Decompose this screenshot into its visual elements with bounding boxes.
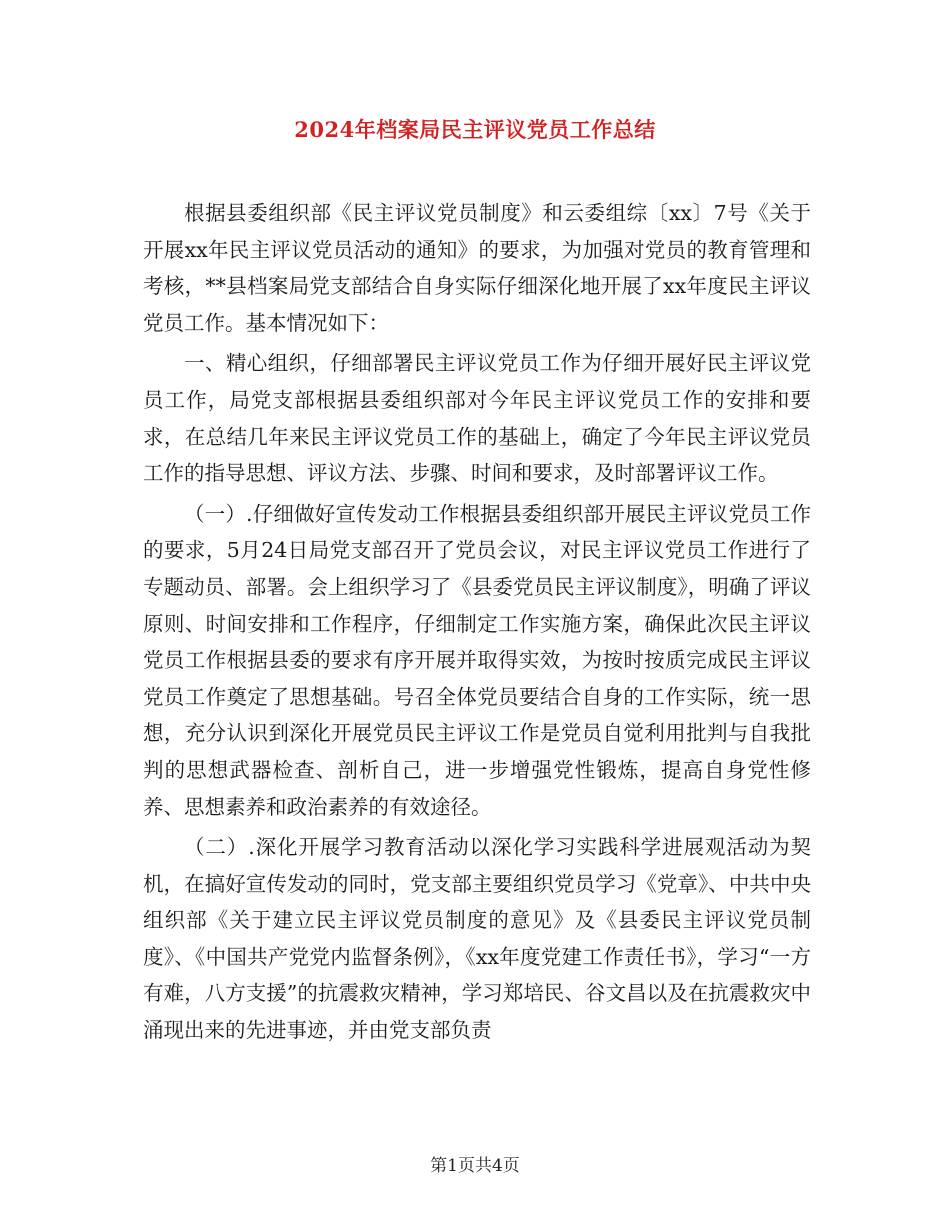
paragraph: （一）.仔细做好宣传发动工作根据县委组织部开展民主评议党员工作的要求，5月24日局党支部召开了党员会议，对民主评议党员工作进行了专题动员、部署。会上组织学习了《县委党员民主评议制度》，明确了评议原则、时间安排和工作程序，仔细制定工作实施方案，确保此次民主评议党员工作根据县委的要求有序开展并取得实效，为按时按质完成民主评议党员工作奠定了思想基础。号召全体党员要结合自身的工作实际，统一思想，充分认识到深化开展党员民主评议工作是党员自觉利用批判与自我批判的思想武器检查、剖析自己，进一步增强党性锻炼，提高自身党性修养、思想素养和政治素养的有效途径。 <box>143 501 811 819</box>
document-body <box>143 195 811 1049</box>
page-number-footer: 第1页共4页 <box>430 1156 520 1176</box>
paragraph: 一、精心组织，仔细部署民主评议党员工作为仔细开展好民主评议党员工作，局党支部根据县委组织部对今年民主评议党员工作的安排和要求，在总结几年来民主评议党员工作的基础上，确定了今年民主评议党员工作的指导思想、评议方法、步骤、时间和要求，及时部署评议工作。 <box>143 351 811 486</box>
paragraph: （二）.深化开展学习教育活动以深化学习实践科学进展观活动为契机，在搞好宣传发动的同时，党支部主要组织党员学习《党章》、中共中央组织部《关于建立民主评议党员制度的意见》及《县委民主评议党员制度》、《中国共产党党内监督条例》，《xx年度党建工作责任书》，学习“一方有难，八方支援”的抗震救灾精神，学习郑培民、谷文昌以及在抗震救灾中涌现出来的先进事迹，并由党支部负责 <box>143 835 811 1043</box>
document-title: 2024年档案局民主评议党员工作总结 <box>294 117 656 142</box>
paragraph: 根据县委组织部《民主评议党员制度》和云委组综〔xx〕7号《关于开展xx年民主评议党员活动的通知》的要求，为加强对党员的教育管理和考核，**县档案局党支部结合自身实际仔细深化地开展了xx年度民主评议党员工作。基本情况如下： <box>143 201 811 335</box>
